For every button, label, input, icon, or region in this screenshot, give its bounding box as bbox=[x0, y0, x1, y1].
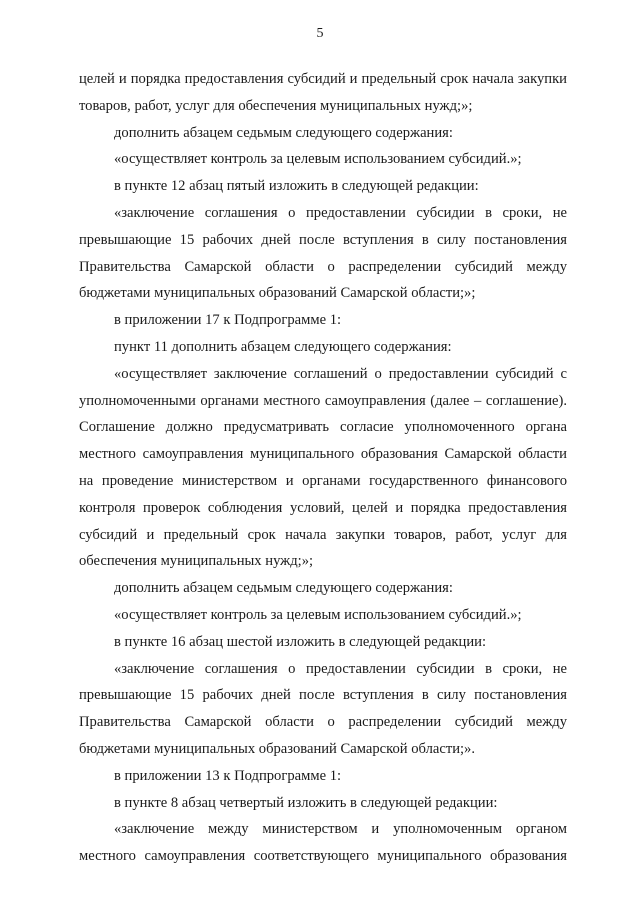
paragraph: в приложении 13 к Подпрограмме 1: bbox=[114, 767, 342, 784]
paragraph: в пункте 12 абзац пятый изложить в следующей редакции: bbox=[114, 178, 479, 195]
paragraph: дополнить абзацем седьмым следующего содержания: bbox=[114, 124, 453, 141]
paragraph: в пункте 8 абзац четвертый изложить в следующей редакции: bbox=[114, 794, 498, 811]
document-body bbox=[79, 66, 567, 870]
paragraph: целей и порядка предоставления субсидий и предельный срок начала закупки товаров, работ, услуг для обеспечения муниципальных нужд;»; bbox=[79, 71, 567, 114]
paragraph: «заключение соглашения о предоставлении субсидии в сроки, не превышающие 15 рабочих дней после вступления в силу постановления Правительства Самарской области о распределении субсидий между бюджетами муниципальных образований Самарской области;»; bbox=[79, 204, 567, 302]
paragraph: «осуществляет заключение соглашений о предоставлении субсидий с уполномоченными органами местного самоуправления (далее – соглашение). Соглашение должно предусматривать согласие уполномоченного органа местного самоуправления муниципального образования Самарской области на проведение министерством и органами государственного финансового контроля проверок соблюдения условий, целей и порядка предоставления субсидий и предельный срок начала закупки товаров, работ, услуг для обеспечения муниципальных нужд;»; bbox=[79, 365, 567, 570]
paragraph: пункт 11 дополнить абзацем следующего содержания: bbox=[114, 338, 452, 355]
paragraph: дополнить абзацем седьмым следующего содержания: bbox=[114, 580, 453, 597]
paragraph: в пункте 16 абзац шестой изложить в следующей редакции: bbox=[114, 633, 487, 650]
paragraph: «заключение между министерством и уполномоченным органом местного самоуправления соответствующего муниципального образования bbox=[79, 821, 567, 865]
page-number: 5 bbox=[316, 26, 324, 41]
paragraph: «осуществляет контроль за целевым использованием субсидий.»; bbox=[114, 606, 522, 623]
paragraph: «осуществляет контроль за целевым использованием субсидий.»; bbox=[114, 151, 522, 168]
paragraph: в приложении 17 к Подпрограмме 1: bbox=[114, 312, 342, 329]
paragraph: «заключение соглашения о предоставлении субсидии в сроки, не превышающие 15 рабочих дней после вступления в силу постановления Правительства Самарской области о распределении субсидий между бюджетами муниципальных образований Самарской области;». bbox=[79, 660, 567, 757]
